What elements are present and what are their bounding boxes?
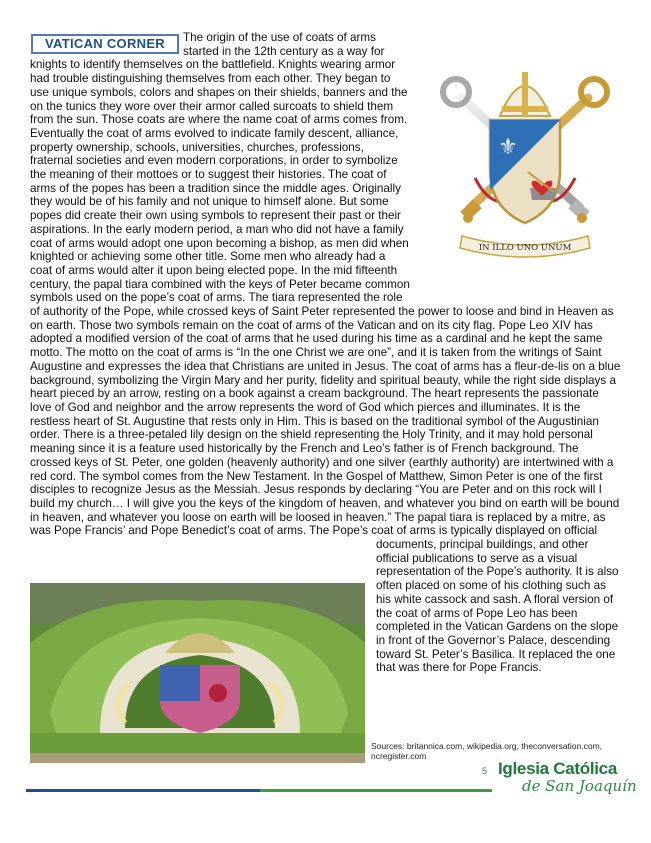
coat-of-arms-image <box>430 58 620 264</box>
section-tag-space <box>30 31 183 55</box>
section-tag: VATICAN CORNER <box>31 34 179 54</box>
svg-text:⚜: ⚜ <box>498 135 518 160</box>
footer-rule-blue <box>26 789 260 792</box>
logo-line2: de San Joaquín <box>522 777 637 795</box>
shield-icon <box>490 120 560 223</box>
motto-text: IN ILLO UNO UNUM <box>478 243 572 253</box>
article-tail-text: documents, principal buildings, and other official publications to serve as a visual representation of the Pope’s authority. It is also often placed on some of his clothing such as his white cassock and sash. A floral version of the coat of arms of Pope Leo has been completed in the Vatican Gardens on the slope in front of the Governor’s Palace, descending toward St. Peter’s Basilica. It replaced the one that was there for Pope Francis. <box>376 538 619 675</box>
logo-line1: Iglesia Católica <box>498 759 617 778</box>
mitre-icon <box>500 72 550 116</box>
garden-photo <box>30 583 365 763</box>
parish-logo <box>492 757 637 801</box>
motto-ribbon <box>460 236 590 257</box>
footer-rule-green <box>260 789 492 792</box>
sources-note: Sources: britannica.com, wikipedia.org, theconversation.com, ncregister.com <box>371 741 603 761</box>
article-main-text: The origin of the use of coats of arms started in the 12th century as a way for knights to identify themselves on the battlefield. Knights wearing armor had trouble distinguishing themselves from each other. They began to use unique symbols, colors and shapes on their shields, banners and the on the tunics they wore over their armor called surcoats to shield them from the sun. Those coats are where the name coat of arms comes from. Eventually the coat of arms evolved to indicate family descent, alliance, property ownership, schools, universities, churches, professions, fraternal societies and even modern corporations, in order to symbolize the meaning of their mottoes or to suggest their histories. The coat of arms of the popes has been a tradition since the middle ages. Originally they would be of his family and not unique to himself alone. But some popes did create their own using symbols to represent their past or their aspirations. In the early modern period, a man who did not have a family coat of arms would adopt one upon becoming a bishop, as men did when knighted or achieving some other title. Some men who already had a coat of arms would alter it upon being elected pope. In the mid fifteenth century, the papal tiara combined with the keys of Peter became common symbols used on the pope’s coat of arms. The tiara represented the role of authority of the Pope, while crossed keys of Saint Peter represented the power to loose and bind in Heaven as on earth. Those two symbols remain on the coat of arms of the Vatican and on its city flag. Pope Leo XIV has adopted a modified version of the coat of arms that he used during his time as a cardinal and he kept the same motto. The motto on the coat of arms is “In the one Christ we are one”, and it is taken from the writings of Saint Augustine and expresses the idea that Christians are united in Jesus. The coat of arms has a fleur-de-lis on a blue background, symbolizing the Virgin Mary and her purity, fidelity and spiritual beauty, while the right side displays a heart pieced by an arrow, resting on a book against a cream background. The heart represents the passionate love of God and neighbor and the arrow represents the word of God which pierces and illuminates. It is the restless heart of St. Augustine that rests only in Him. This is based on the traditional symbol of the Augustinian order. There is a three-petaled lily design on the shield representing the Holy Trinity, and it may hold personal meaning since it is a feature used historically by the French and Leo’s father is of French background. The crossed keys of St. Peter, one golden (heavenly authority) and one silver (earthly authority) are intertwined with a red cord. The symbol comes from the New Testament. In the Gospel of Matthew, Simon Peter is one of the first disciples to recognize Jesus as the Messiah. Jesus responds by declaring “You are Peter and on this rock will I build my church… I will give you the keys of the kingdom of heaven, and whatever you bind on earth will be bound in heaven, and whatever you loose on earth will be loosed in heaven.” The papal tiara is replaced by a mitre, as was Pope Francis’ and Pope Benedict’s coat of arms. The Pope’s coat of arms is typically displayed on official <box>30 31 621 538</box>
page-number: 5 <box>482 766 488 776</box>
